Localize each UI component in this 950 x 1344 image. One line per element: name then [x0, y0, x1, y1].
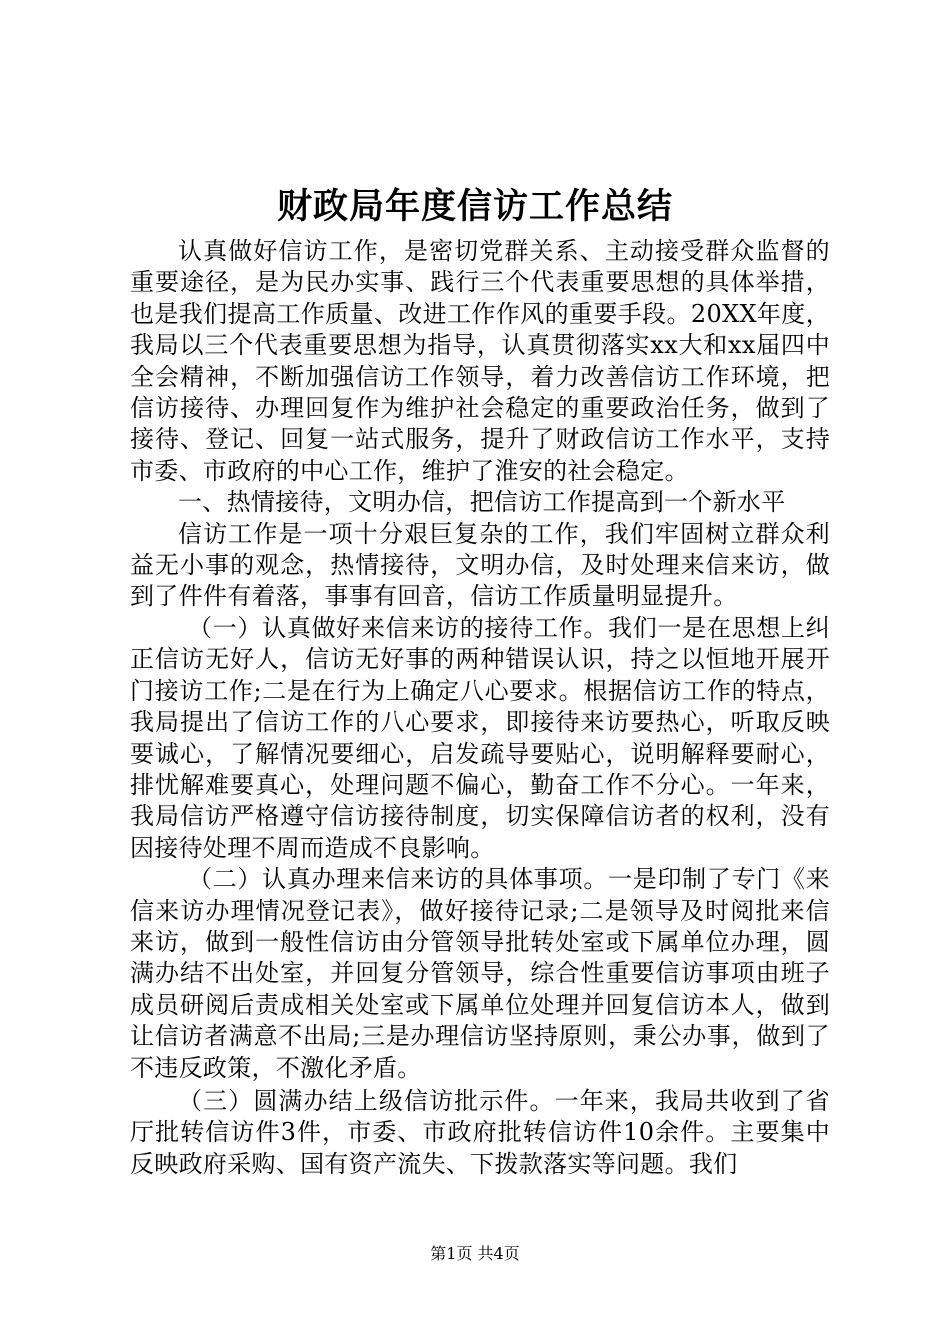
paragraph-item-1: （一）认真做好来信来访的接待工作。我们一是在思想上纠正信访无好人，信访无好事的两种错误认识，持之以恒地开展开门接访工作;二是在行为上确定八心要求。根据信访工作的特点，我局提出了信访工作的八心要求，即接待来访要热心，听取反映要诚心，了解情况要细心，启发疏导要贴心，说明解释要耐心，排忧解难要真心，处理问题不偏心，勤奋工作不分心。一年来，我局信访严格遵守信访接待制度，切实保障信访者的权利，没有因接待处理不周而造成不良影响。: [130, 613, 830, 862]
paragraph-item-2: （二）认真办理来信来访的具体事项。一是印制了专门《来信来访办理情况登记表》，做好接待记录;二是领导及时阅批来信来访，做到一般性信访由分管领导批转处室或下属单位办理，圆满办结不出处室，并回复分管领导，综合性重要信访事项由班子成员研阅后责成相关处室或下属单位处理并回复信访本人，做到让信访者满意不出局;三是办理信访坚持原则，秉公办事，做到了不违反政策，不激化矛盾。: [130, 865, 830, 1082]
document-body: [130, 236, 830, 1180]
paragraph-section-1: 信访工作是一项十分艰巨复杂的工作，我们牢固树立群众利益无小事的观念，热情接待，文明办信，及时处理来信来访，做到了件件有着落，事事有回音，信访工作质量明显提升。: [130, 519, 830, 611]
section-heading-1: 一、热情接待，文明办信，把信访工作提高到一个新水平: [178, 488, 786, 517]
paragraph-intro: 认真做好信访工作，是密切党群关系、主动接受群众监督的重要途径，是为民办实事、践行三个代表重要思想的具体举措，也是我们提高工作质量、改进工作作风的重要手段。20XX年度，我局以三个代表重要思想为指导，认真贯彻落实xx大和xx届四中全会精神，不断加强信访工作领导，着力改善信访工作环境，把信访接待、办理回复作为维护社会稳定的重要政治任务，做到了接待、登记、回复一站式服务，提升了财政信访工作水平，支持市委、市政府的中心工作，维护了淮安的社会稳定。: [130, 237, 830, 485]
document-title: 财政局年度信访工作总结: [276, 186, 673, 227]
paragraph-item-3: （三）圆满办结上级信访批示件。一年来，我局共收到了省厅批转信访件3件，市委、市政府批转信访件10余件。主要集中反映政府采购、国有资产流失、下拨款落实等问题。我们: [130, 1086, 830, 1178]
page-footer: 第1页 共4页: [430, 1244, 520, 1263]
